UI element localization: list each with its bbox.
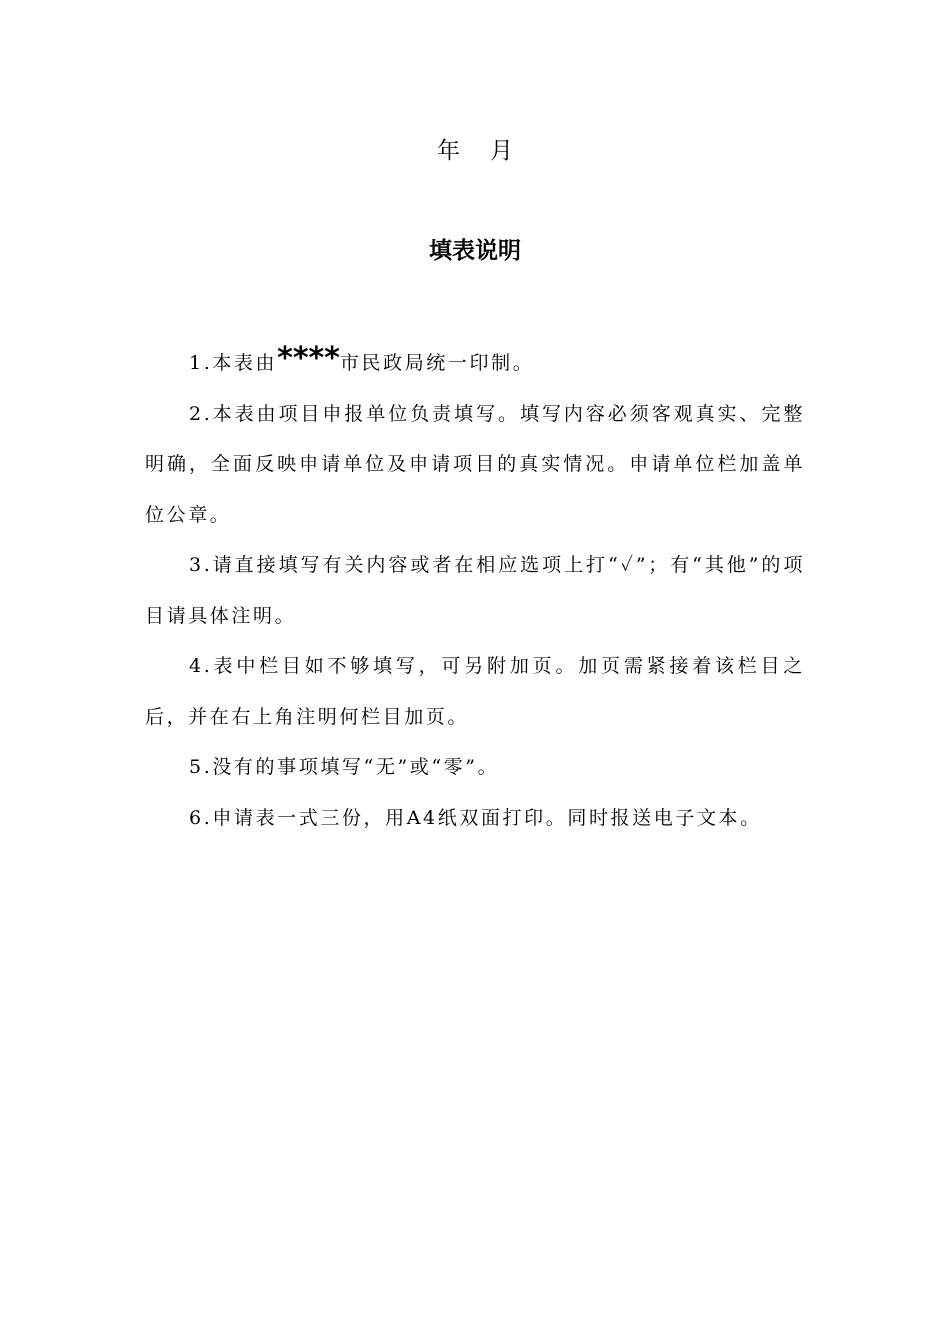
instruction-item-5: 5.没有的事项填写“无”或“零”。 [189,756,500,778]
instruction-item-1-prefix: 1.本表由 [189,352,278,374]
year-label: 年 [437,138,460,164]
instruction-item-1-stars: **** [277,341,340,376]
instruction-item-2: 2.本表由项目申报单位负责填写。填写内容必须客观真实、完整明确，全面反映申请单位及申请项目的真实情况。申请单位栏加盖单位公章。 [145,402,805,526]
instructions-body [145,334,805,843]
month-label: 月 [490,138,513,164]
page-title: 填表说明 [429,238,521,264]
instruction-item-1-suffix: 市民政局统一印制。 [339,352,535,374]
instruction-item-3: 3.请直接填写有关内容或者在相应选项上打“✓”；有“其他”的项目请具体注明。 [145,554,805,627]
instruction-item-6: 6.申请表一式三份，用A4纸双面打印。同时报送电子文本。 [189,806,762,829]
instruction-item-4: 4.表中栏目如不够填写，可另附加页。加页需紧接着该栏目之后，并在右上角注明何栏目加页。 [145,655,805,728]
instruction-item-1 [145,334,805,389]
date-line [0,134,950,168]
